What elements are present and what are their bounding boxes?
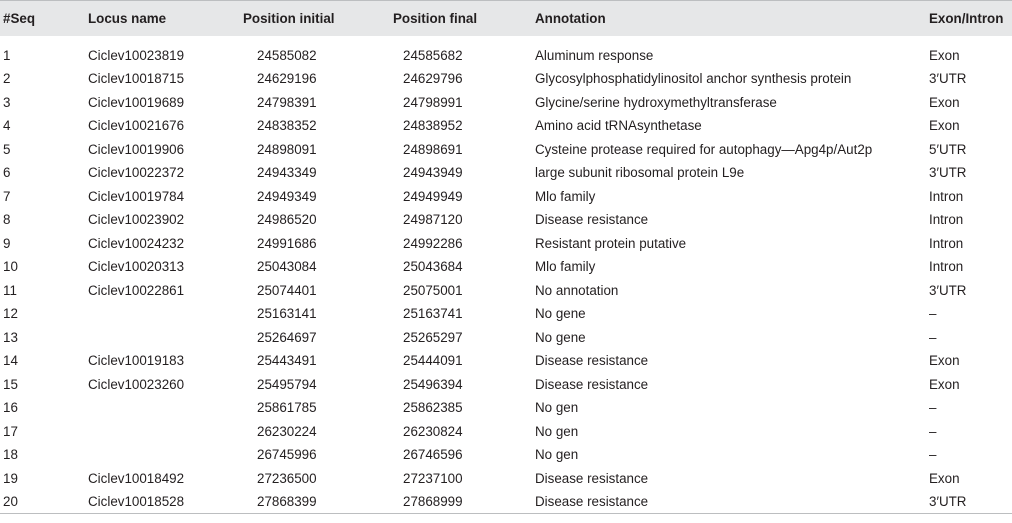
table-row bbox=[0, 490, 1012, 514]
cell-exon-intron: – bbox=[929, 447, 937, 463]
cell-position-final: 25043684 bbox=[403, 259, 463, 275]
cell-exon-intron: 3′UTR bbox=[929, 71, 967, 87]
cell-seq: 19 bbox=[3, 470, 18, 486]
cell-locus-name: Ciclev10023819 bbox=[88, 48, 185, 63]
header-exon-intron: Exon/Intron bbox=[929, 10, 1004, 26]
cell-annotation: Aluminum response bbox=[535, 48, 654, 63]
table-row bbox=[0, 185, 1012, 209]
cell-annotation: No gen bbox=[535, 423, 579, 439]
table-row bbox=[0, 373, 1012, 397]
table-row bbox=[0, 67, 1012, 91]
cell-position-final: 24992286 bbox=[403, 235, 463, 251]
cell-locus-name: Ciclev10018492 bbox=[88, 470, 185, 486]
cell-seq: 13 bbox=[3, 329, 18, 345]
cell-seq: 16 bbox=[3, 400, 18, 416]
cell-exon-intron: Exon bbox=[929, 118, 960, 134]
header-row bbox=[0, 0, 1012, 36]
cell-seq: 6 bbox=[3, 165, 11, 181]
cell-position-initial: 25043084 bbox=[257, 259, 317, 275]
cell-seq: 12 bbox=[3, 306, 18, 322]
header-annotation: Annotation bbox=[535, 10, 606, 26]
cell-exon-intron: Exon bbox=[929, 470, 960, 486]
cell-annotation: Glycosylphosphatidylinositol anchor synthesis protein bbox=[535, 71, 852, 87]
header-seq: #Seq bbox=[3, 10, 36, 26]
top-rule bbox=[0, 0, 1012, 1]
cell-position-initial: 25495794 bbox=[257, 376, 317, 392]
cell-position-initial: 26230224 bbox=[257, 423, 317, 439]
cell-position-final: 26746596 bbox=[403, 447, 463, 463]
cell-locus-name bbox=[88, 443, 243, 467]
cell-position-final: 25496394 bbox=[403, 376, 463, 392]
cell-position-initial: 24949349 bbox=[257, 188, 317, 204]
cell-exon-intron: – bbox=[929, 400, 937, 416]
cell-seq: 20 bbox=[0, 490, 88, 514]
cell-exon-intron: Intron bbox=[929, 259, 964, 275]
cell-position-final: 24898691 bbox=[403, 141, 463, 157]
cell-position-initial: 24798391 bbox=[257, 94, 317, 110]
cell-seq: 8 bbox=[3, 212, 11, 228]
cell-seq: 5 bbox=[3, 141, 11, 157]
cell-position-final: 25265297 bbox=[403, 329, 463, 345]
cell-annotation: Disease resistance bbox=[535, 212, 649, 228]
table-row bbox=[0, 208, 1012, 232]
cell-position-final: 24798991 bbox=[403, 94, 463, 110]
header-position-final: Position final bbox=[393, 10, 478, 26]
cell-position-final: 24987120 bbox=[403, 212, 463, 228]
cell-position-initial: 25074401 bbox=[257, 282, 317, 298]
table-body bbox=[0, 36, 1012, 514]
cell-position-initial: 24629196 bbox=[257, 71, 317, 87]
table-row bbox=[0, 232, 1012, 256]
cell-annotation: No gen bbox=[535, 400, 579, 416]
table-row bbox=[0, 36, 1012, 67]
cell-locus-name bbox=[88, 326, 243, 350]
cell-position-initial: 24991686 bbox=[257, 235, 317, 251]
cell-locus-name: Ciclev10019784 bbox=[88, 188, 185, 204]
cell-exon-intron: Exon bbox=[929, 376, 960, 392]
cell-locus-name: Ciclev10019689 bbox=[88, 94, 185, 110]
header-locus-name: Locus name bbox=[88, 10, 167, 26]
cell-exon-intron: – bbox=[929, 306, 937, 322]
cell-position-initial: 25264697 bbox=[257, 329, 317, 345]
cell-seq: 9 bbox=[3, 235, 11, 251]
table-row bbox=[0, 396, 1012, 420]
table-row bbox=[0, 279, 1012, 303]
cell-position-final: 25862385 bbox=[403, 400, 463, 416]
cell-exon-intron: 3′UTR bbox=[929, 282, 967, 298]
cell-exon-intron: – bbox=[929, 329, 937, 345]
cell-locus-name bbox=[88, 302, 243, 326]
table-header bbox=[0, 0, 1012, 36]
table-row bbox=[0, 467, 1012, 491]
cell-seq: 4 bbox=[3, 118, 11, 134]
cell-locus-name bbox=[88, 396, 243, 420]
cell-exon-intron: 3′UTR bbox=[929, 490, 1012, 514]
table-row bbox=[0, 349, 1012, 373]
cell-position-final: 24629796 bbox=[403, 71, 463, 87]
cell-seq: 11 bbox=[3, 282, 17, 298]
table-row bbox=[0, 114, 1012, 138]
cell-position-final: 26230824 bbox=[403, 423, 463, 439]
cell-seq: 2 bbox=[3, 71, 11, 87]
cell-locus-name: Ciclev10019906 bbox=[88, 141, 185, 157]
cell-annotation: Mlo family bbox=[535, 188, 596, 204]
cell-position-initial: 24986520 bbox=[257, 212, 317, 228]
table-row bbox=[0, 420, 1012, 444]
cell-annotation: Resistant protein putative bbox=[535, 235, 687, 251]
cell-position-initial: 24943349 bbox=[257, 165, 317, 181]
cell-position-final: 27237100 bbox=[403, 470, 463, 486]
table-row bbox=[0, 138, 1012, 162]
cell-exon-intron: 3′UTR bbox=[929, 165, 967, 181]
cell-seq: 1 bbox=[3, 48, 11, 63]
cell-position-initial: 26745996 bbox=[257, 447, 317, 463]
table-row bbox=[0, 443, 1012, 467]
cell-seq: 15 bbox=[3, 376, 18, 392]
cell-position-initial: 24838352 bbox=[257, 118, 317, 134]
cell-locus-name: Ciclev10020313 bbox=[88, 259, 185, 275]
cell-locus-name: Ciclev10019183 bbox=[88, 353, 185, 369]
cell-position-initial: 27868399 bbox=[243, 490, 393, 514]
cell-exon-intron: – bbox=[929, 423, 937, 439]
cell-locus-name: Ciclev10022372 bbox=[88, 165, 185, 181]
cell-exon-intron: Exon bbox=[929, 48, 960, 63]
cell-position-final: 25444091 bbox=[403, 353, 463, 369]
cell-locus-name: Ciclev10023902 bbox=[88, 212, 185, 228]
cell-locus-name: Ciclev10018528 bbox=[88, 490, 243, 514]
cell-annotation: No gene bbox=[535, 329, 586, 345]
cell-position-initial: 24898091 bbox=[257, 141, 317, 157]
table-row bbox=[0, 91, 1012, 115]
cell-seq: 14 bbox=[3, 353, 18, 369]
cell-position-final: 24943949 bbox=[403, 165, 463, 181]
cell-exon-intron: 5′UTR bbox=[929, 141, 967, 157]
table-row bbox=[0, 302, 1012, 326]
cell-position-initial: 25861785 bbox=[257, 400, 317, 416]
cell-position-final: 24838952 bbox=[403, 118, 463, 134]
cell-annotation: large subunit ribosomal protein L9e bbox=[535, 165, 745, 181]
cell-seq: 7 bbox=[3, 188, 11, 204]
cell-seq: 10 bbox=[3, 259, 18, 275]
cell-locus-name: Ciclev10021676 bbox=[88, 118, 185, 134]
cell-annotation: Amino acid tRNAsynthetase bbox=[535, 118, 702, 134]
cell-annotation: No annotation bbox=[535, 282, 619, 298]
cell-position-final: 25163741 bbox=[403, 306, 463, 322]
cell-exon-intron: Intron bbox=[929, 188, 964, 204]
table-row bbox=[0, 326, 1012, 350]
cell-exon-intron: Exon bbox=[929, 353, 960, 369]
cell-position-final: 27868999 bbox=[393, 490, 535, 514]
cell-exon-intron: Exon bbox=[929, 94, 960, 110]
cell-position-initial: 25163141 bbox=[257, 306, 317, 322]
cell-position-initial: 27236500 bbox=[257, 470, 317, 486]
cell-position-initial: 25443491 bbox=[257, 353, 317, 369]
cell-exon-intron: Intron bbox=[929, 212, 964, 228]
cell-seq: 3 bbox=[3, 94, 11, 110]
cell-annotation: Glycine/serine hydroxymethyltransferase bbox=[535, 94, 777, 110]
cell-seq: 18 bbox=[3, 447, 18, 463]
cell-position-final: 24585682 bbox=[403, 48, 463, 63]
cell-annotation: Disease resistance bbox=[535, 376, 649, 392]
cell-annotation: Cysteine protease required for autophagy—Apg4p/Aut2p bbox=[535, 141, 873, 157]
cell-locus-name: Ciclev10023260 bbox=[88, 376, 185, 392]
cell-annotation: Mlo family bbox=[535, 259, 596, 275]
header-position-initial: Position initial bbox=[243, 10, 335, 26]
cell-annotation: No gene bbox=[535, 306, 586, 322]
cell-annotation: Disease resistance bbox=[535, 490, 929, 514]
cell-locus-name: Ciclev10022861 bbox=[88, 282, 185, 298]
cell-position-final: 25075001 bbox=[403, 282, 463, 298]
cell-position-initial: 24585082 bbox=[257, 48, 317, 63]
cell-exon-intron: Intron bbox=[929, 235, 964, 251]
table-row bbox=[0, 161, 1012, 185]
cell-position-final: 24949949 bbox=[403, 188, 463, 204]
cell-seq: 17 bbox=[3, 423, 18, 439]
table-row bbox=[0, 255, 1012, 279]
cell-locus-name bbox=[88, 420, 243, 444]
cell-annotation: No gen bbox=[535, 447, 579, 463]
cell-annotation: Disease resistance bbox=[535, 353, 649, 369]
cell-locus-name: Ciclev10024232 bbox=[88, 235, 185, 251]
cell-locus-name: Ciclev10018715 bbox=[88, 71, 185, 87]
cell-annotation: Disease resistance bbox=[535, 470, 649, 486]
